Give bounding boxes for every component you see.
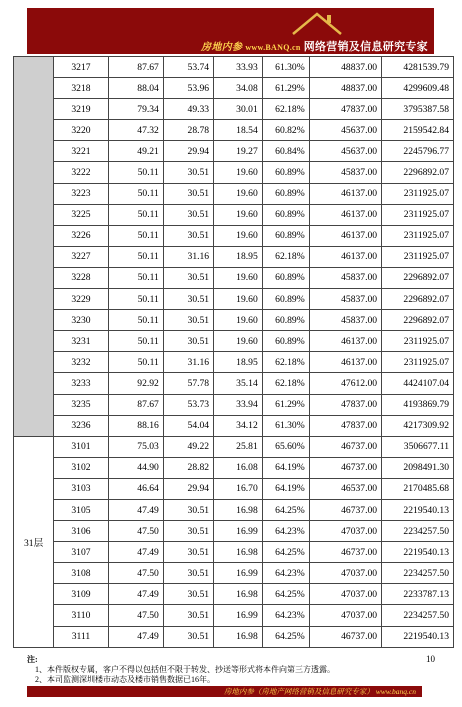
table-cell: 2296892.07 bbox=[382, 267, 454, 288]
table-cell: 3795387.58 bbox=[382, 99, 454, 120]
table-cell: 3233 bbox=[54, 373, 109, 394]
table-cell: 19.60 bbox=[214, 267, 263, 288]
table-cell: 61.30% bbox=[262, 57, 309, 78]
table-cell: 33.93 bbox=[214, 57, 263, 78]
table-cell: 45837.00 bbox=[309, 289, 381, 310]
table-cell: 75.03 bbox=[108, 436, 163, 457]
table-cell: 28.78 bbox=[163, 120, 213, 141]
table-cell: 3227 bbox=[54, 246, 109, 267]
table-cell: 16.99 bbox=[214, 521, 263, 542]
table-cell: 50.11 bbox=[108, 204, 163, 225]
table-cell: 46737.00 bbox=[309, 499, 381, 520]
table-cell: 2098491.30 bbox=[382, 457, 454, 478]
table-cell: 47037.00 bbox=[309, 563, 381, 584]
table-cell: 48837.00 bbox=[309, 57, 381, 78]
table-cell: 46537.00 bbox=[309, 478, 381, 499]
table-cell: 49.22 bbox=[163, 436, 213, 457]
table-cell: 18.95 bbox=[214, 246, 263, 267]
table-cell: 46737.00 bbox=[309, 457, 381, 478]
table-cell: 47837.00 bbox=[309, 394, 381, 415]
table-cell: 3232 bbox=[54, 352, 109, 373]
table-cell: 62.18% bbox=[262, 246, 309, 267]
table-cell: 64.23% bbox=[262, 563, 309, 584]
table-cell: 28.82 bbox=[163, 457, 213, 478]
header-title-block bbox=[201, 38, 428, 54]
table-cell: 47837.00 bbox=[309, 99, 381, 120]
table-row bbox=[14, 78, 454, 99]
table-cell: 2219540.13 bbox=[382, 499, 454, 520]
table-cell: 87.67 bbox=[108, 57, 163, 78]
table-cell: 46137.00 bbox=[309, 331, 381, 352]
table-row bbox=[14, 331, 454, 352]
table-cell: 50.11 bbox=[108, 267, 163, 288]
table-cell: 47.49 bbox=[108, 542, 163, 563]
table-cell: 45637.00 bbox=[309, 120, 381, 141]
table-cell: 19.60 bbox=[214, 225, 263, 246]
table-cell: 3105 bbox=[54, 499, 109, 520]
table-cell: 47037.00 bbox=[309, 521, 381, 542]
price-table-body bbox=[14, 57, 454, 648]
table-cell: 2296892.07 bbox=[382, 162, 454, 183]
table-cell: 3226 bbox=[54, 225, 109, 246]
table-cell: 46.64 bbox=[108, 478, 163, 499]
table-row bbox=[14, 352, 454, 373]
table-cell: 53.73 bbox=[163, 394, 213, 415]
table-cell: 87.67 bbox=[108, 394, 163, 415]
table-cell: 64.23% bbox=[262, 521, 309, 542]
table-cell: 19.60 bbox=[214, 331, 263, 352]
header-title: 网络营销及信息研究专家 bbox=[303, 41, 428, 53]
table-cell: 4299609.48 bbox=[382, 78, 454, 99]
table-cell: 45837.00 bbox=[309, 162, 381, 183]
table-cell: 64.19% bbox=[262, 478, 309, 499]
table-cell: 47.50 bbox=[108, 521, 163, 542]
table-cell: 16.98 bbox=[214, 542, 263, 563]
table-cell: 3108 bbox=[54, 563, 109, 584]
table-row bbox=[14, 563, 454, 584]
table-cell: 2234257.50 bbox=[382, 563, 454, 584]
table-cell: 50.11 bbox=[108, 352, 163, 373]
table-cell: 62.18% bbox=[262, 352, 309, 373]
table-cell: 57.78 bbox=[163, 373, 213, 394]
table-cell: 64.19% bbox=[262, 457, 309, 478]
table-cell: 3107 bbox=[54, 542, 109, 563]
table-cell: 50.11 bbox=[108, 289, 163, 310]
table-cell: 60.89% bbox=[262, 204, 309, 225]
table-cell: 30.51 bbox=[163, 563, 213, 584]
table-cell: 3101 bbox=[54, 436, 109, 457]
table-row bbox=[14, 584, 454, 605]
table-cell: 60.89% bbox=[262, 225, 309, 246]
table-cell: 53.74 bbox=[163, 57, 213, 78]
table-cell: 64.25% bbox=[262, 499, 309, 520]
table-cell: 60.82% bbox=[262, 120, 309, 141]
table-cell: 2219540.13 bbox=[382, 626, 454, 647]
table-cell: 2219540.13 bbox=[382, 542, 454, 563]
table-cell: 47.50 bbox=[108, 563, 163, 584]
table-cell: 3229 bbox=[54, 289, 109, 310]
table-row bbox=[14, 99, 454, 120]
table-cell: 46737.00 bbox=[309, 436, 381, 457]
table-cell: 33.94 bbox=[214, 394, 263, 415]
table-cell: 61.29% bbox=[262, 78, 309, 99]
table-cell: 3235 bbox=[54, 394, 109, 415]
table-row bbox=[14, 246, 454, 267]
notes-line-2: 2、本司监测深圳楼市动态及楼市销售数据已16年。 bbox=[35, 675, 215, 684]
table-cell: 61.30% bbox=[262, 415, 309, 436]
table-cell: 50.11 bbox=[108, 246, 163, 267]
table-row bbox=[14, 141, 454, 162]
table-cell: 30.51 bbox=[163, 310, 213, 331]
table-cell: 30.51 bbox=[163, 521, 213, 542]
table-cell: 16.08 bbox=[214, 457, 263, 478]
table-cell: 30.51 bbox=[163, 225, 213, 246]
table-cell: 45637.00 bbox=[309, 141, 381, 162]
table-cell: 60.89% bbox=[262, 183, 309, 204]
table-row bbox=[14, 542, 454, 563]
table-cell: 16.99 bbox=[214, 605, 263, 626]
table-cell: 53.96 bbox=[163, 78, 213, 99]
table-cell: 61.29% bbox=[262, 394, 309, 415]
table-cell: 47.49 bbox=[108, 626, 163, 647]
floor-cell bbox=[14, 57, 54, 437]
header-brand: 房地内参 bbox=[201, 42, 243, 53]
table-cell: 62.18% bbox=[262, 99, 309, 120]
table-cell: 47837.00 bbox=[309, 415, 381, 436]
table-cell: 88.04 bbox=[108, 78, 163, 99]
table-cell: 29.94 bbox=[163, 141, 213, 162]
table-cell: 3225 bbox=[54, 204, 109, 225]
table-cell: 3106 bbox=[54, 521, 109, 542]
table-cell: 46137.00 bbox=[309, 352, 381, 373]
table-cell: 2296892.07 bbox=[382, 289, 454, 310]
table-cell: 46137.00 bbox=[309, 204, 381, 225]
table-cell: 50.11 bbox=[108, 162, 163, 183]
table-cell: 2234257.50 bbox=[382, 521, 454, 542]
table-cell: 50.11 bbox=[108, 310, 163, 331]
table-cell: 2311925.07 bbox=[382, 246, 454, 267]
table-cell: 30.01 bbox=[214, 99, 263, 120]
table-cell: 49.21 bbox=[108, 141, 163, 162]
table-cell: 2296892.07 bbox=[382, 310, 454, 331]
table-cell: 47.49 bbox=[108, 584, 163, 605]
header-banner bbox=[27, 8, 434, 54]
table-cell: 29.94 bbox=[163, 478, 213, 499]
table-cell: 50.11 bbox=[108, 225, 163, 246]
table-cell: 2311925.07 bbox=[382, 183, 454, 204]
table-cell: 60.89% bbox=[262, 310, 309, 331]
table-cell: 45837.00 bbox=[309, 267, 381, 288]
table-cell: 16.70 bbox=[214, 478, 263, 499]
table-row bbox=[14, 373, 454, 394]
table-cell: 30.51 bbox=[163, 331, 213, 352]
table-row bbox=[14, 120, 454, 141]
table-cell: 19.60 bbox=[214, 204, 263, 225]
table-cell: 3109 bbox=[54, 584, 109, 605]
table-row bbox=[14, 415, 454, 436]
table-cell: 30.51 bbox=[163, 289, 213, 310]
table-cell: 30.51 bbox=[163, 204, 213, 225]
floor-cell: 31层 bbox=[14, 436, 54, 647]
table-cell: 31.16 bbox=[163, 246, 213, 267]
notes-title: 注: bbox=[27, 655, 38, 664]
table-cell: 47612.00 bbox=[309, 373, 381, 394]
table-cell: 19.27 bbox=[214, 141, 263, 162]
table-cell: 47037.00 bbox=[309, 605, 381, 626]
table-cell: 62.18% bbox=[262, 373, 309, 394]
table-cell: 92.92 bbox=[108, 373, 163, 394]
table-cell: 30.51 bbox=[163, 605, 213, 626]
table-cell: 45837.00 bbox=[309, 310, 381, 331]
house-logo-icon bbox=[291, 10, 361, 36]
table-cell: 3221 bbox=[54, 141, 109, 162]
table-cell: 16.98 bbox=[214, 626, 263, 647]
table-cell: 16.98 bbox=[214, 584, 263, 605]
table-cell: 2311925.07 bbox=[382, 331, 454, 352]
table-cell: 4281539.79 bbox=[382, 57, 454, 78]
price-table bbox=[13, 56, 454, 648]
table-cell: 46737.00 bbox=[309, 626, 381, 647]
table-cell: 3111 bbox=[54, 626, 109, 647]
table-cell: 19.60 bbox=[214, 310, 263, 331]
table-cell: 46137.00 bbox=[309, 183, 381, 204]
table-cell: 64.25% bbox=[262, 626, 309, 647]
table-cell: 60.84% bbox=[262, 141, 309, 162]
table-cell: 30.51 bbox=[163, 183, 213, 204]
table-cell: 47.50 bbox=[108, 605, 163, 626]
table-row bbox=[14, 499, 454, 520]
table-cell: 30.51 bbox=[163, 267, 213, 288]
table-cell: 16.98 bbox=[214, 499, 263, 520]
table-row bbox=[14, 457, 454, 478]
table-cell: 47.32 bbox=[108, 120, 163, 141]
table-cell: 49.33 bbox=[163, 99, 213, 120]
table-cell: 3110 bbox=[54, 605, 109, 626]
table-cell: 65.60% bbox=[262, 436, 309, 457]
table-cell: 2311925.07 bbox=[382, 225, 454, 246]
table-cell: 16.99 bbox=[214, 563, 263, 584]
table-cell: 60.89% bbox=[262, 267, 309, 288]
table-cell: 60.89% bbox=[262, 331, 309, 352]
table-cell: 18.54 bbox=[214, 120, 263, 141]
footer-banner: 房地内参（房地产网络营销及信息研究专家） www.banq.cn bbox=[27, 686, 422, 697]
table-cell: 30.51 bbox=[163, 162, 213, 183]
table-cell: 3220 bbox=[54, 120, 109, 141]
table-cell: 31.16 bbox=[163, 352, 213, 373]
table-row bbox=[14, 310, 454, 331]
table-cell: 3223 bbox=[54, 183, 109, 204]
table-cell: 3236 bbox=[54, 415, 109, 436]
table-row bbox=[14, 436, 454, 457]
table-row bbox=[14, 626, 454, 647]
table-row bbox=[14, 57, 454, 78]
table-cell: 19.60 bbox=[214, 162, 263, 183]
table-cell: 2245796.77 bbox=[382, 141, 454, 162]
table-cell: 25.81 bbox=[214, 436, 263, 457]
notes-line-1: 1、本件版权专属，客户不得以包括但不限于转发、抄送等形式将本件向第三方透露。 bbox=[35, 665, 335, 674]
table-cell: 50.11 bbox=[108, 331, 163, 352]
table-cell: 19.60 bbox=[214, 183, 263, 204]
table-cell: 35.14 bbox=[214, 373, 263, 394]
table-cell: 3506677.11 bbox=[382, 436, 454, 457]
page-number: 10 bbox=[426, 654, 435, 664]
table-row bbox=[14, 183, 454, 204]
table-cell: 2233787.13 bbox=[382, 584, 454, 605]
table-row bbox=[14, 605, 454, 626]
table-cell: 2311925.07 bbox=[382, 204, 454, 225]
table-cell: 3218 bbox=[54, 78, 109, 99]
table-row bbox=[14, 225, 454, 246]
table-cell: 50.11 bbox=[108, 183, 163, 204]
table-row bbox=[14, 394, 454, 415]
table-cell: 64.23% bbox=[262, 605, 309, 626]
table-cell: 34.12 bbox=[214, 415, 263, 436]
table-cell: 3230 bbox=[54, 310, 109, 331]
table-cell: 79.34 bbox=[108, 99, 163, 120]
table-row bbox=[14, 521, 454, 542]
table-cell: 3222 bbox=[54, 162, 109, 183]
table-cell: 3228 bbox=[54, 267, 109, 288]
table-cell: 2234257.50 bbox=[382, 605, 454, 626]
table-row bbox=[14, 204, 454, 225]
table-cell: 3217 bbox=[54, 57, 109, 78]
table-cell: 48837.00 bbox=[309, 78, 381, 99]
table-cell: 64.25% bbox=[262, 584, 309, 605]
table-cell: 3231 bbox=[54, 331, 109, 352]
table-row bbox=[14, 267, 454, 288]
table-cell: 3102 bbox=[54, 457, 109, 478]
table-cell: 44.90 bbox=[108, 457, 163, 478]
table-cell: 30.51 bbox=[163, 499, 213, 520]
table-cell: 3103 bbox=[54, 478, 109, 499]
table-cell: 30.51 bbox=[163, 542, 213, 563]
table-cell: 19.60 bbox=[214, 289, 263, 310]
table-cell: 4193869.79 bbox=[382, 394, 454, 415]
table-cell: 47037.00 bbox=[309, 584, 381, 605]
table-row bbox=[14, 478, 454, 499]
table-cell: 30.51 bbox=[163, 626, 213, 647]
table-cell: 2159542.84 bbox=[382, 120, 454, 141]
table-cell: 3219 bbox=[54, 99, 109, 120]
table-cell: 2311925.07 bbox=[382, 352, 454, 373]
table-cell: 46137.00 bbox=[309, 225, 381, 246]
table-cell: 4424107.04 bbox=[382, 373, 454, 394]
table-cell: 47.49 bbox=[108, 499, 163, 520]
table-cell: 46737.00 bbox=[309, 542, 381, 563]
table-cell: 4217309.92 bbox=[382, 415, 454, 436]
table-cell: 34.08 bbox=[214, 78, 263, 99]
table-cell: 18.95 bbox=[214, 352, 263, 373]
table-cell: 54.04 bbox=[163, 415, 213, 436]
table-cell: 64.25% bbox=[262, 542, 309, 563]
table-row bbox=[14, 162, 454, 183]
table-cell: 30.51 bbox=[163, 584, 213, 605]
table-cell: 88.16 bbox=[108, 415, 163, 436]
table-row bbox=[14, 289, 454, 310]
table-cell: 60.89% bbox=[262, 289, 309, 310]
header-url: www.BANQ.cn bbox=[245, 43, 301, 52]
table-cell: 46137.00 bbox=[309, 246, 381, 267]
table-cell: 2170485.68 bbox=[382, 478, 454, 499]
table-cell: 60.89% bbox=[262, 162, 309, 183]
